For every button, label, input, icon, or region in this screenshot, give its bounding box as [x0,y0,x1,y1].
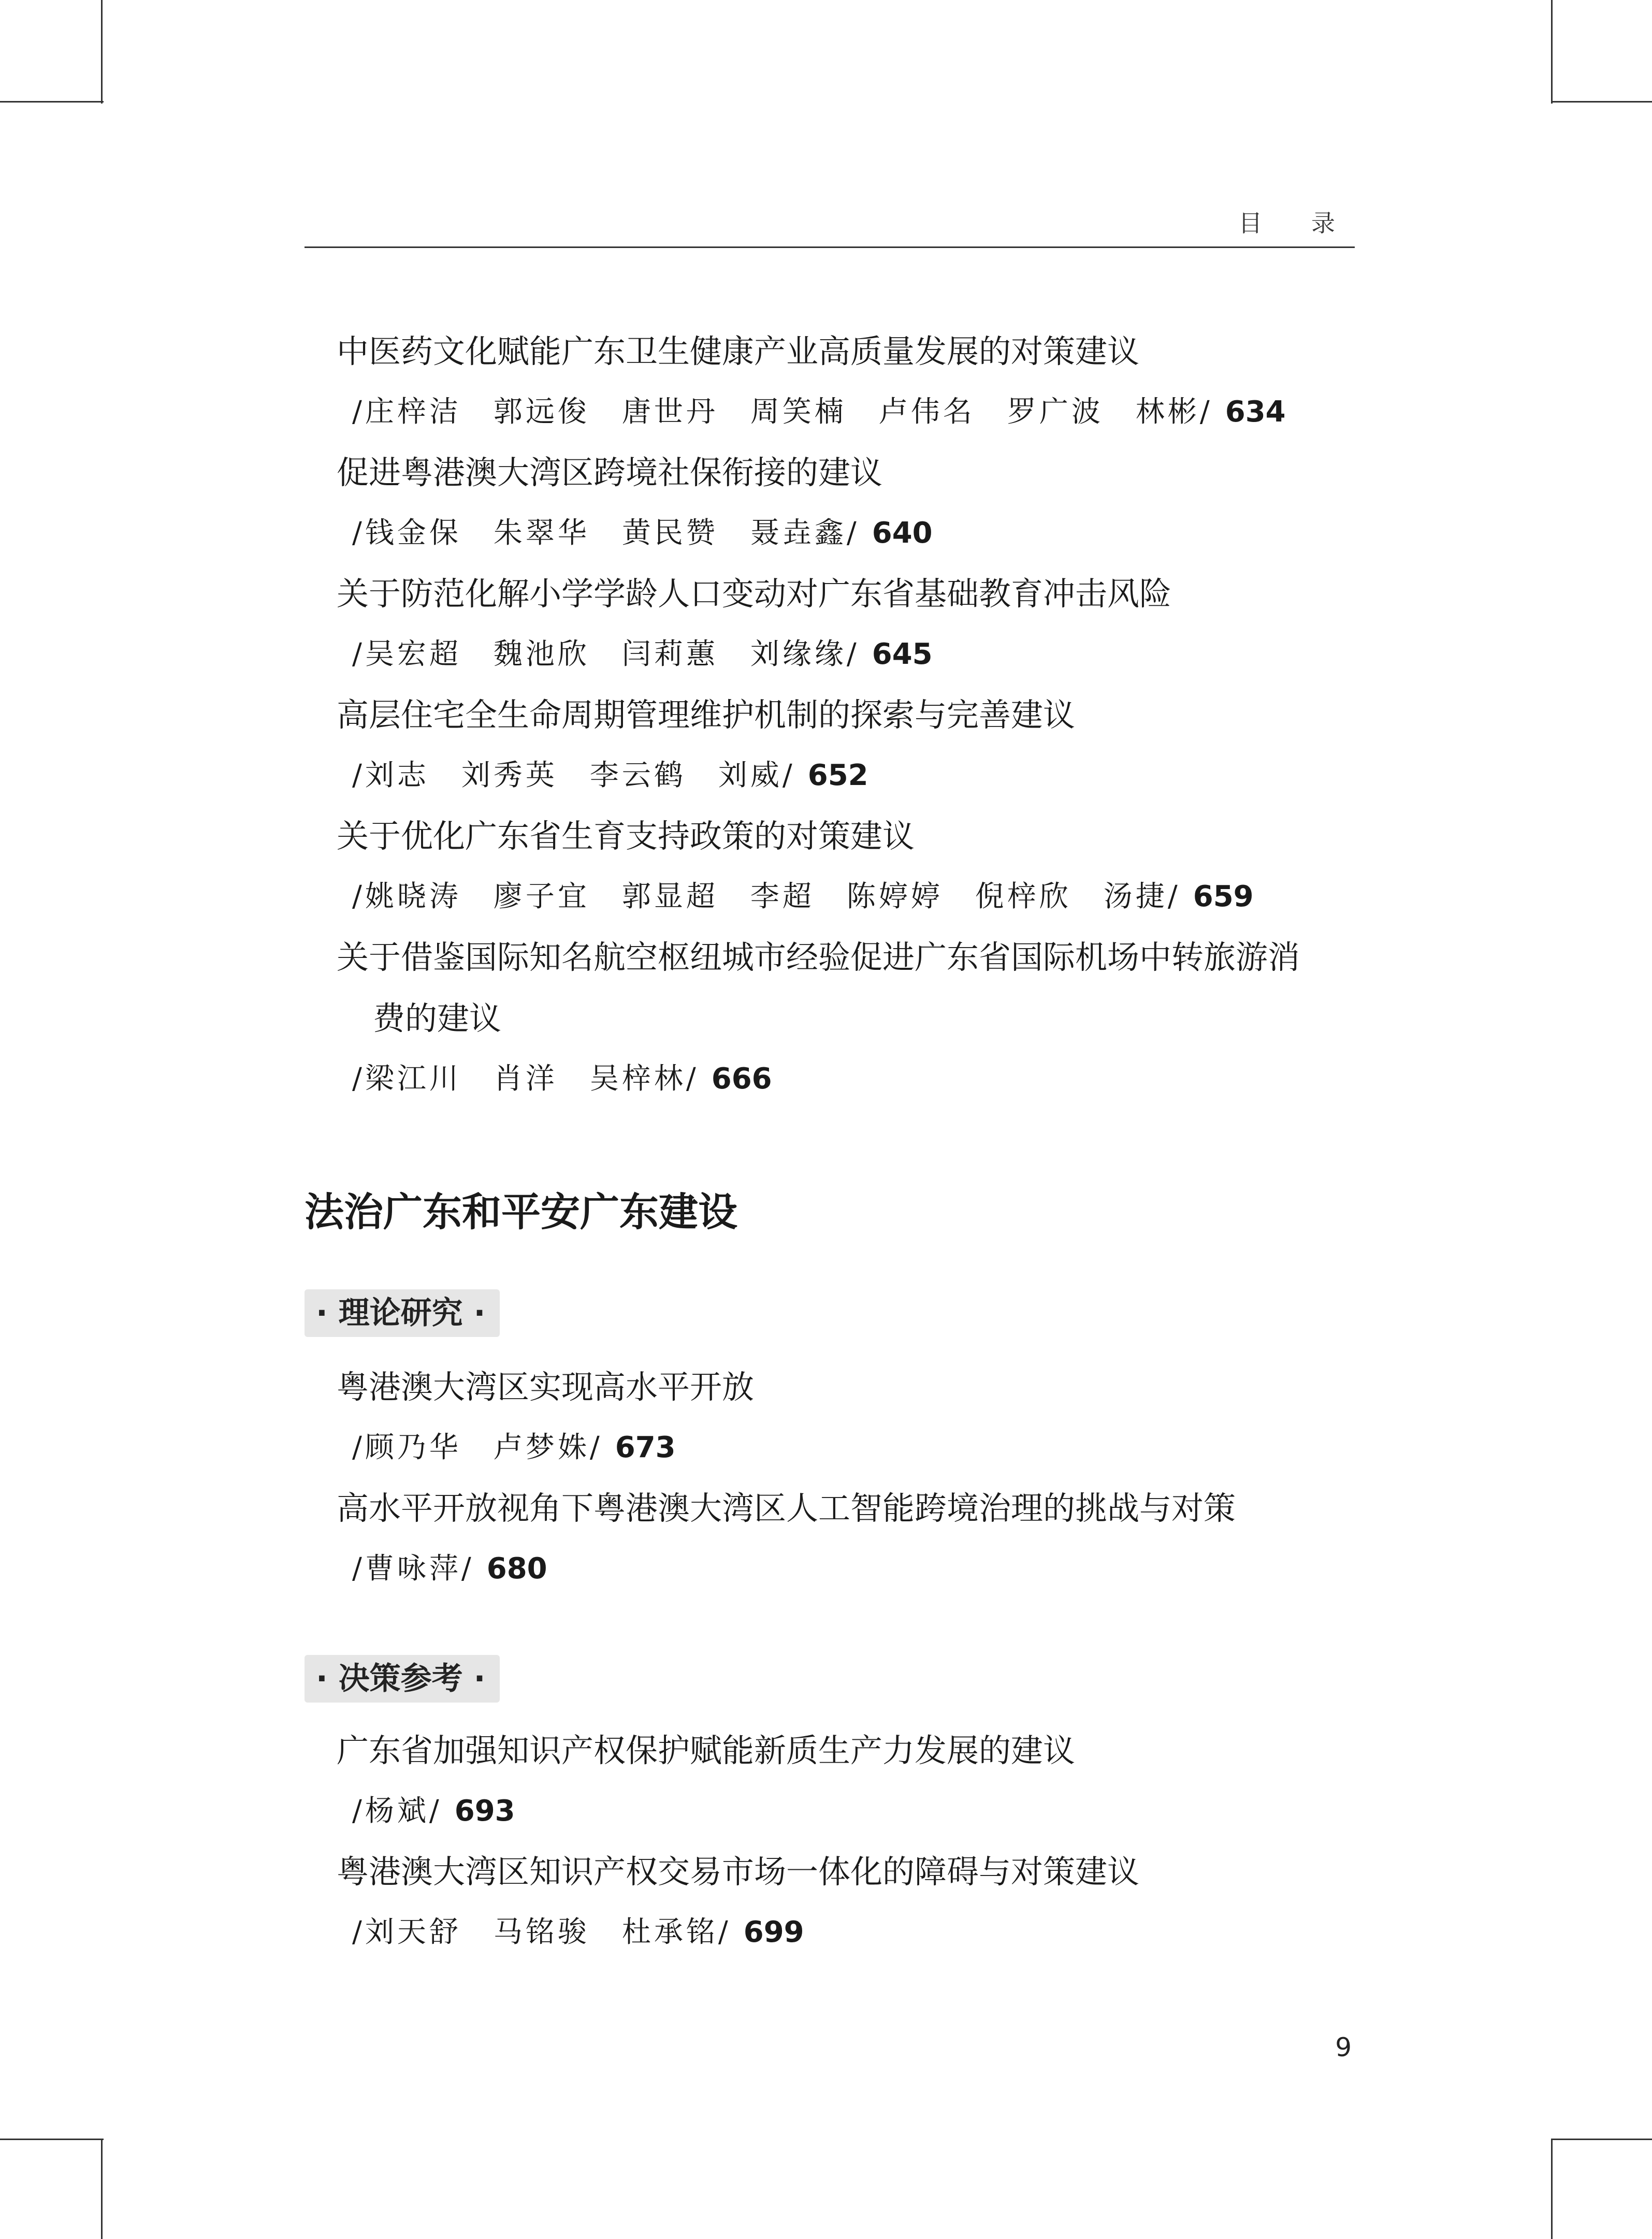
crop-mark [1551,2139,1553,2239]
entry-authors: /刘天舒 马铭骏 杜承铭/ [352,1915,731,1949]
toc-group-2 [337,1357,1362,1599]
crop-mark [1551,2139,1652,2140]
crop-mark [101,2139,103,2239]
toc-group-1 [337,321,1362,1109]
entry-title: 高水平开放视角下粤港澳大湾区人工智能跨境治理的挑战与对策 [337,1489,1236,1527]
toc-group-3 [337,1720,1362,1962]
entry-byline [337,746,1362,806]
entry-page-number: 693 [454,1794,515,1828]
tag-policy: · 决策参考 · [305,1655,500,1703]
entry-authors: /顾乃华 卢梦姝/ [352,1431,603,1464]
entry-page-number: 699 [743,1915,804,1949]
crop-mark [101,0,103,104]
entry-title: 促进粤港澳大湾区跨境社保衔接的建议 [337,454,883,491]
crop-mark [0,2139,104,2140]
toc-entry[interactable] [337,563,1362,685]
entry-title: 费的建议 [373,999,502,1037]
toc-entry[interactable] [337,927,1362,1109]
page-number: 9 [1335,2032,1352,2062]
entry-title: 广东省加强知识产权保护赋能新质生产力发展的建议 [337,1732,1076,1769]
entry-page-number: 666 [711,1062,772,1096]
entry-authors: /钱金保 朱翠华 黄民赞 聂垚鑫/ [352,516,860,550]
entry-byline [337,1539,1362,1599]
entry-title: 粤港澳大湾区实现高水平开放 [337,1368,755,1406]
entry-byline [337,1418,1362,1478]
crop-mark [0,101,104,103]
entry-page-number: 673 [615,1431,676,1464]
entry-title: 中医药文化赋能广东卫生健康产业高质量发展的对策建议 [337,332,1140,370]
entry-page-number: 640 [872,516,933,550]
crop-mark [1551,0,1553,104]
entry-authors: /吴宏超 魏池欣 闫莉蕙 刘缘缘/ [352,637,860,671]
toc-entry[interactable] [337,442,1362,563]
entry-page-number: 634 [1225,395,1286,429]
entry-title: 高层住宅全生命周期管理维护机制的探索与完善建议 [337,696,1076,734]
entry-title: 粤港澳大湾区知识产权交易市场一体化的障碍与对策建议 [337,1853,1140,1891]
entry-authors: /杨斌/ [352,1794,442,1828]
entry-authors: /庄梓洁 郭远俊 唐世丹 周笑楠 卢伟名 罗广波 林彬/ [352,395,1213,429]
running-head: 目 录 [1238,209,1356,237]
entry-byline [337,867,1362,927]
entry-byline [337,1781,1362,1841]
entry-title: 关于防范化解小学学龄人口变动对广东省基础教育冲击风险 [337,575,1172,613]
toc-entry[interactable] [337,685,1362,806]
header-rule [305,246,1355,248]
entry-title: 关于优化广东省生育支持政策的对策建议 [337,817,915,855]
entry-byline [337,1902,1362,1962]
entry-authors: /梁江川 肖洋 吴梓林/ [352,1062,699,1096]
entry-byline [337,1049,1362,1109]
entry-page-number: 680 [486,1552,547,1586]
entry-byline [337,382,1362,442]
entry-page-number: 659 [1193,880,1254,913]
entry-title: 关于借鉴国际知名航空枢纽城市经验促进广东省国际机场中转旅游消 [337,938,1300,976]
entry-page-number: 645 [872,637,933,671]
toc-entry[interactable] [337,1478,1362,1599]
toc-entry[interactable] [337,1841,1362,1962]
entry-authors: /姚晓涛 廖子宜 郭显超 李超 陈婷婷 倪梓欣 汤捷/ [352,880,1181,913]
entry-byline [337,503,1362,563]
tag-theory: · 理论研究 · [305,1289,500,1337]
entry-authors: /曹咏萍/ [352,1552,474,1586]
section-title: 法治广东和平安广东建设 [305,1189,737,1235]
toc-entry[interactable] [337,806,1362,927]
crop-mark [1551,101,1652,103]
entry-page-number: 652 [807,759,868,792]
toc-entry[interactable] [337,1357,1362,1478]
entry-authors: /刘志 刘秀英 李云鹤 刘威/ [352,759,795,792]
toc-entry[interactable] [337,321,1362,442]
toc-entry[interactable] [337,1720,1362,1841]
entry-byline [337,624,1362,685]
